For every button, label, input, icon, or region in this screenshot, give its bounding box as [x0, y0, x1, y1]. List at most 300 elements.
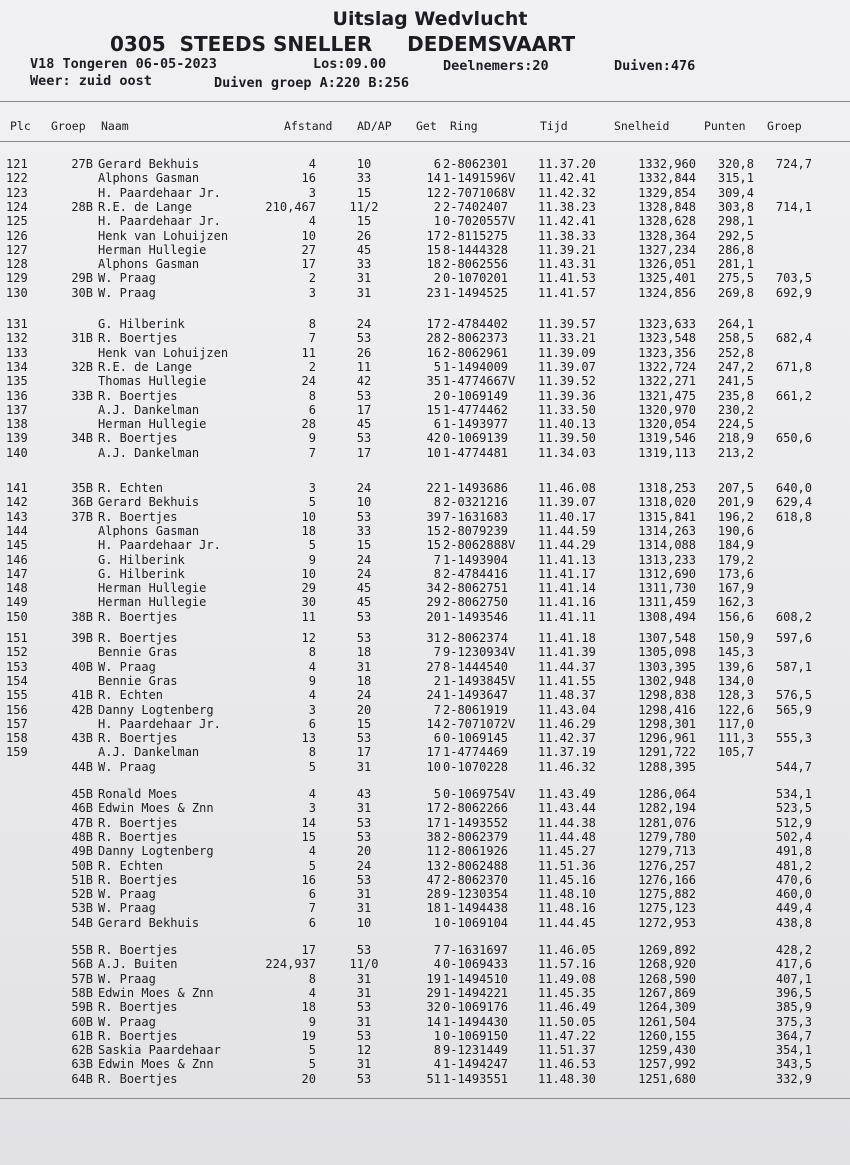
table-row — [0, 631, 850, 645]
cell-ring: 2-4784402 — [443, 317, 509, 331]
cell-ring: 1-1493977 — [443, 417, 509, 432]
cell-adap: 18 — [356, 645, 372, 660]
cell-ring: 1-1493686 — [443, 481, 509, 495]
cell-speed: 1257,992 — [638, 1057, 696, 1072]
col-get: Get — [416, 119, 437, 133]
cell-ring: 0-1069139 — [443, 431, 509, 446]
cell-adap: 53 — [356, 815, 372, 830]
cell-ring: 2-8062301 — [443, 157, 509, 171]
cell-get: 42 — [426, 431, 441, 446]
cell-distance: 10 — [301, 509, 316, 524]
cell-name: Gerard Bekhuis — [98, 157, 200, 171]
cell-points: 105,7 — [717, 745, 754, 760]
table-row — [0, 257, 850, 271]
cell-get: 5 — [433, 359, 441, 374]
cell-adap: 26 — [356, 345, 372, 360]
cell-get: 24 — [426, 688, 441, 703]
cell-points: 218,9 — [717, 431, 754, 446]
table-row — [0, 1072, 850, 1086]
cell-group-points: 491,8 — [775, 844, 812, 859]
cell-name: G. Hilberink — [98, 566, 185, 581]
cell-adap: 45 — [356, 242, 372, 257]
cell-group-rank: 47B — [71, 815, 93, 830]
cell-ring: 0-1070201 — [443, 271, 509, 286]
cell-speed: 1314,263 — [638, 523, 696, 538]
cell-time: 11.41.14 — [538, 581, 596, 596]
cell-ring: 1-1494510 — [443, 971, 509, 986]
cell-points: 190,6 — [717, 523, 754, 538]
club-number: 0305 — [110, 32, 166, 56]
cell-distance: 9 — [308, 673, 316, 688]
cell-get: 14 — [426, 716, 441, 731]
cell-points: 275,5 — [717, 271, 754, 286]
table-row — [0, 446, 850, 460]
cell-group-points: 724,7 — [775, 157, 812, 171]
cell-distance: 11 — [301, 345, 316, 360]
cell-name: R. Echten — [98, 688, 164, 703]
cell-group-points: 502,4 — [775, 829, 812, 844]
cell-adap: 53 — [356, 731, 372, 746]
cell-speed: 1315,841 — [638, 509, 696, 524]
cell-speed: 1296,961 — [638, 731, 696, 746]
cell-ring: 2-8062750 — [443, 595, 509, 610]
cell-group-points: 449,4 — [775, 901, 812, 916]
cell-adap: 33 — [356, 523, 372, 538]
cell-points: 224,5 — [717, 417, 754, 432]
cell-ring: 0-1069176 — [443, 1000, 509, 1015]
cell-time: 11.46.32 — [538, 759, 596, 774]
cell-name: R. Boertjes — [98, 609, 178, 624]
cell-plc: 128 — [6, 257, 28, 272]
cell-time: 11.37.20 — [538, 157, 596, 171]
cell-speed: 1307,548 — [638, 631, 696, 645]
cell-speed: 1261,504 — [638, 1014, 696, 1029]
cell-speed: 1279,713 — [638, 844, 696, 859]
table-row — [0, 745, 850, 759]
cell-name: R.E. de Lange — [98, 359, 192, 374]
cell-distance: 4 — [308, 659, 316, 674]
cell-distance: 4 — [308, 688, 316, 703]
cell-distance: 9 — [308, 431, 316, 446]
cell-plc: 132 — [6, 331, 28, 346]
cell-adap: 24 — [356, 688, 372, 703]
cell-speed: 1327,234 — [638, 242, 696, 257]
cell-speed: 1332,844 — [638, 171, 696, 186]
cell-ring: 1-1493904 — [443, 552, 509, 567]
cell-group-points: 523,5 — [775, 801, 812, 816]
cell-points: 201,9 — [717, 495, 754, 510]
cell-points: 320,8 — [717, 157, 754, 171]
cell-adap: 53 — [356, 1028, 372, 1043]
cell-plc: 148 — [6, 581, 28, 596]
cell-ring: 1-1494247 — [443, 1057, 509, 1072]
cell-group-rank: 40B — [71, 659, 93, 674]
header-rule-bottom — [0, 141, 850, 142]
cell-ring: 1-1493546 — [443, 609, 509, 624]
cell-group-rank: 51B — [71, 872, 93, 887]
cell-distance: 5 — [308, 495, 316, 510]
cell-distance: 224,937 — [265, 957, 316, 972]
cell-distance: 10 — [301, 228, 316, 243]
participants: Deelnemers:20 — [443, 58, 549, 74]
cell-plc: 135 — [6, 374, 28, 389]
cell-get: 2 — [433, 271, 441, 286]
cell-time: 11.41.18 — [538, 631, 596, 645]
cell-name: Bennie Gras — [98, 673, 178, 688]
cell-ring: 8-1444540 — [443, 659, 509, 674]
cell-get: 47 — [426, 872, 441, 887]
cell-points: 122,6 — [717, 702, 754, 717]
cell-adap: 17 — [356, 445, 372, 460]
cell-plc: 150 — [6, 609, 28, 624]
cell-ring: 1-1493552 — [443, 815, 509, 830]
cell-time: 11.43.49 — [538, 787, 596, 801]
cell-name: A.J. Dankelman — [98, 445, 200, 460]
cell-group-points: 460,0 — [775, 887, 812, 902]
cell-time: 11.33.21 — [538, 331, 596, 346]
cell-name: R. Boertjes — [98, 1071, 178, 1086]
race-name: V18 Tongeren 06-05-2023 — [30, 56, 217, 72]
cell-group-points: 608,2 — [775, 609, 812, 624]
cell-speed: 1323,356 — [638, 345, 696, 360]
cell-get: 8 — [433, 566, 441, 581]
cell-speed: 1268,590 — [638, 971, 696, 986]
cell-speed: 1319,546 — [638, 431, 696, 446]
cell-time: 11.42.41 — [538, 171, 596, 186]
cell-points: 184,9 — [717, 538, 754, 553]
cell-distance: 7 — [308, 445, 316, 460]
col-groep-punten: Groep — [767, 119, 802, 133]
cell-group-points: 682,4 — [775, 331, 812, 346]
cell-speed: 1276,257 — [638, 858, 696, 873]
cell-adap: 43 — [356, 787, 372, 801]
cell-speed: 1276,166 — [638, 872, 696, 887]
cell-group-rank: 44B — [71, 759, 93, 774]
table-row — [0, 972, 850, 986]
cell-name: Edwin Moes & Znn — [98, 1057, 214, 1072]
cell-group-rank: 33B — [71, 388, 93, 403]
cell-name: Herman Hullegie — [98, 581, 207, 596]
cell-group-points: 470,6 — [775, 872, 812, 887]
cell-get: 5 — [433, 787, 441, 801]
cell-plc: 122 — [6, 171, 28, 186]
cell-adap: 53 — [356, 609, 372, 624]
cell-name: G. Hilberink — [98, 552, 185, 567]
cell-time: 11.44.37 — [538, 659, 596, 674]
table-row — [0, 243, 850, 257]
cell-plc: 154 — [6, 673, 28, 688]
cell-group-rank: 41B — [71, 688, 93, 703]
table-row — [0, 200, 850, 214]
cell-speed: 1275,123 — [638, 901, 696, 916]
cell-group-points: 587,1 — [775, 659, 812, 674]
cell-get: 1 — [433, 214, 441, 229]
cell-points: 173,6 — [717, 566, 754, 581]
cell-name: Danny Logtenberg — [98, 844, 214, 859]
cell-plc: 125 — [6, 214, 28, 229]
cell-time: 11.46.29 — [538, 716, 596, 731]
cell-speed: 1272,953 — [638, 915, 696, 930]
cell-speed: 1311,730 — [638, 581, 696, 596]
cell-distance: 11 — [301, 609, 316, 624]
cell-group-rank: 28B — [71, 199, 93, 214]
cell-time: 11.46.08 — [538, 481, 596, 495]
cell-distance: 5 — [308, 1057, 316, 1072]
cell-speed: 1320,970 — [638, 402, 696, 417]
cell-time: 11.40.17 — [538, 509, 596, 524]
cell-group-points: 534,1 — [775, 787, 812, 801]
club-name: STEEDS SNELLER — [179, 32, 373, 56]
cell-adap: 31 — [356, 271, 372, 286]
cell-ring: 8-1444328 — [443, 242, 509, 257]
cell-adap: 31 — [356, 285, 372, 300]
cell-ring: 2-8062961 — [443, 345, 509, 360]
cell-time: 11.50.05 — [538, 1014, 596, 1029]
cell-group-points: 714,1 — [775, 199, 812, 214]
cell-distance: 16 — [301, 171, 316, 186]
cell-points: 117,0 — [717, 716, 754, 731]
cell-ring: 0-1069754V — [443, 787, 516, 801]
cell-time: 11.38.33 — [538, 228, 596, 243]
cell-points: 241,5 — [717, 374, 754, 389]
cell-get: 10 — [426, 445, 441, 460]
location: DEDEMSVAART — [407, 32, 576, 56]
cell-distance: 29 — [301, 581, 316, 596]
cell-group-rank: 39B — [71, 631, 93, 645]
col-groep: Groep — [51, 119, 86, 133]
cell-group-points: 332,9 — [775, 1071, 812, 1086]
cell-group-points: 597,6 — [775, 631, 812, 645]
cell-plc: 127 — [6, 242, 28, 257]
cell-get: 28 — [426, 887, 441, 902]
cell-get: 35 — [426, 374, 441, 389]
cell-get: 34 — [426, 581, 441, 596]
cell-speed: 1329,854 — [638, 185, 696, 200]
table-row — [0, 581, 850, 595]
cell-get: 22 — [426, 481, 441, 495]
table-row — [0, 1043, 850, 1057]
cell-distance: 10 — [301, 566, 316, 581]
cell-get: 17 — [426, 228, 441, 243]
cell-plc: 145 — [6, 538, 28, 553]
cell-get: 11 — [426, 844, 441, 859]
cell-points: 128,3 — [717, 688, 754, 703]
cell-plc: 151 — [6, 631, 28, 645]
cell-speed: 1320,054 — [638, 417, 696, 432]
cell-get: 1 — [433, 1028, 441, 1043]
cell-distance: 4 — [308, 844, 316, 859]
cell-ring: 2-7402407 — [443, 199, 509, 214]
cell-plc: 138 — [6, 417, 28, 432]
cell-distance: 210,467 — [265, 199, 316, 214]
table-row — [0, 1057, 850, 1071]
cell-get: 4 — [433, 957, 441, 972]
cell-ring: 2-8062266 — [443, 801, 509, 816]
cell-plc: 146 — [6, 552, 28, 567]
cell-points: 196,2 — [717, 509, 754, 524]
cell-group-rank: 34B — [71, 431, 93, 446]
cell-adap: 53 — [356, 431, 372, 446]
cell-speed: 1318,253 — [638, 481, 696, 495]
cell-group-rank: 30B — [71, 285, 93, 300]
cell-distance: 2 — [308, 271, 316, 286]
cell-group-rank: 57B — [71, 971, 93, 986]
cell-plc: 136 — [6, 388, 28, 403]
cell-ring: 1-1494221 — [443, 985, 509, 1000]
cell-time: 11.42.41 — [538, 214, 596, 229]
cell-get: 6 — [433, 417, 441, 432]
cell-adap: 10 — [356, 157, 372, 171]
cell-group-rank: 48B — [71, 829, 93, 844]
cell-points: 235,8 — [717, 388, 754, 403]
cell-time: 11.41.53 — [538, 271, 596, 286]
cell-time: 11.46.49 — [538, 1000, 596, 1015]
cell-speed: 1323,548 — [638, 331, 696, 346]
cell-group-rank: 42B — [71, 702, 93, 717]
cell-speed: 1251,680 — [638, 1071, 696, 1086]
cell-name: Ronald Moes — [98, 787, 178, 801]
table-row — [0, 645, 850, 659]
cell-adap: 31 — [356, 887, 372, 902]
cell-distance: 16 — [301, 872, 316, 887]
table-row — [0, 171, 850, 185]
cell-points: 303,8 — [717, 199, 754, 214]
cell-name: Gerard Bekhuis — [98, 495, 200, 510]
cell-group-rank: 38B — [71, 609, 93, 624]
col-plc: Plc — [10, 119, 31, 133]
cell-adap: 31 — [356, 971, 372, 986]
cell-get: 15 — [426, 523, 441, 538]
cell-distance: 5 — [308, 1043, 316, 1058]
table-row — [0, 595, 850, 609]
cell-distance: 6 — [308, 402, 316, 417]
table-row — [0, 957, 850, 971]
cell-name: R. Boertjes — [98, 431, 178, 446]
table-row — [0, 567, 850, 581]
cell-distance: 4 — [308, 787, 316, 801]
cell-points: 230,2 — [717, 402, 754, 417]
cell-time: 11.39.52 — [538, 374, 596, 389]
table-row — [0, 186, 850, 200]
table-row — [0, 873, 850, 887]
cell-get: 29 — [426, 985, 441, 1000]
cell-group-points: 417,6 — [775, 957, 812, 972]
cell-speed: 1281,076 — [638, 815, 696, 830]
cell-ring: 2-8062379 — [443, 829, 509, 844]
cell-distance: 18 — [301, 523, 316, 538]
cell-name: R. Boertjes — [98, 388, 178, 403]
cell-points: 252,8 — [717, 345, 754, 360]
cell-distance: 19 — [301, 1028, 316, 1043]
cell-distance: 24 — [301, 374, 316, 389]
cell-speed: 1332,960 — [638, 157, 696, 171]
cell-time: 11.43.44 — [538, 801, 596, 816]
cell-distance: 8 — [308, 971, 316, 986]
cell-group-rank: 58B — [71, 985, 93, 1000]
col-tijd: Tijd — [540, 119, 568, 133]
table-row — [0, 481, 850, 495]
cell-group-rank: 54B — [71, 915, 93, 930]
cell-group-points: 692,9 — [775, 285, 812, 300]
cell-adap: 42 — [356, 374, 372, 389]
cell-time: 11.41.55 — [538, 673, 596, 688]
cell-distance: 9 — [308, 1014, 316, 1029]
table-row — [0, 360, 850, 374]
cell-time: 11.39.07 — [538, 495, 596, 510]
cell-ring: 9-1230934V — [443, 645, 516, 660]
cell-time: 11.37.19 — [538, 745, 596, 760]
cell-adap: 10 — [356, 915, 372, 930]
cell-name: G. Hilberink — [98, 317, 185, 331]
release-time: Los:09.00 — [313, 56, 387, 72]
cell-get: 39 — [426, 509, 441, 524]
cell-get: 7 — [433, 645, 441, 660]
cell-get: 6 — [433, 157, 441, 171]
cell-group-rank: 45B — [71, 787, 93, 801]
table-row — [0, 331, 850, 345]
cell-ring: 7-1631683 — [443, 509, 509, 524]
cell-name: Thomas Hullegie — [98, 374, 207, 389]
cell-points: 309,4 — [717, 185, 754, 200]
cell-adap: 31 — [356, 659, 372, 674]
cell-speed: 1328,628 — [638, 214, 696, 229]
table-row — [0, 1000, 850, 1014]
cell-adap: 45 — [356, 595, 372, 610]
cell-ring: 1-1494009 — [443, 359, 509, 374]
cell-ring: 2-7071068V — [443, 185, 516, 200]
cell-adap: 26 — [356, 228, 372, 243]
table-row — [0, 660, 850, 674]
cell-name: Alphons Gasman — [98, 171, 200, 186]
table-row — [0, 271, 850, 285]
cell-plc: 159 — [6, 745, 28, 760]
cell-points: 258,5 — [717, 331, 754, 346]
cell-distance: 30 — [301, 595, 316, 610]
cell-ring: 2-8062888V — [443, 538, 516, 553]
cell-group-points: 512,9 — [775, 815, 812, 830]
cell-name: Gerard Bekhuis — [98, 915, 200, 930]
cell-speed: 1302,948 — [638, 673, 696, 688]
cell-speed: 1286,064 — [638, 787, 696, 801]
col-snelheid: Snelheid — [614, 119, 670, 133]
cell-get: 15 — [426, 242, 441, 257]
table-row — [0, 916, 850, 930]
cell-name: H. Paardehaar Jr. — [98, 214, 221, 229]
cell-speed: 1279,780 — [638, 829, 696, 844]
footer-rule — [0, 1098, 850, 1099]
cell-group-points: 555,3 — [775, 731, 812, 746]
cell-group-points: 565,9 — [775, 702, 812, 717]
cell-points: 281,1 — [717, 257, 754, 272]
cell-get: 1 — [433, 915, 441, 930]
cell-distance: 20 — [301, 1071, 316, 1086]
cell-points: 315,1 — [717, 171, 754, 186]
cell-time: 11.48.37 — [538, 688, 596, 703]
table-row — [0, 1015, 850, 1029]
group-counts: Duiven groep A:220 B:256 — [214, 75, 410, 91]
cell-time: 11.33.50 — [538, 402, 596, 417]
cell-speed: 1326,051 — [638, 257, 696, 272]
table-row — [0, 731, 850, 745]
cell-adap: 11/0 — [349, 957, 379, 972]
cell-name: R. Boertjes — [98, 509, 178, 524]
col-punten: Punten — [704, 119, 746, 133]
cell-get: 51 — [426, 1071, 441, 1086]
cell-distance: 3 — [308, 185, 316, 200]
birds-count: Duiven:476 — [614, 58, 696, 74]
table-row — [0, 901, 850, 915]
cell-group-rank: 35B — [71, 481, 93, 495]
